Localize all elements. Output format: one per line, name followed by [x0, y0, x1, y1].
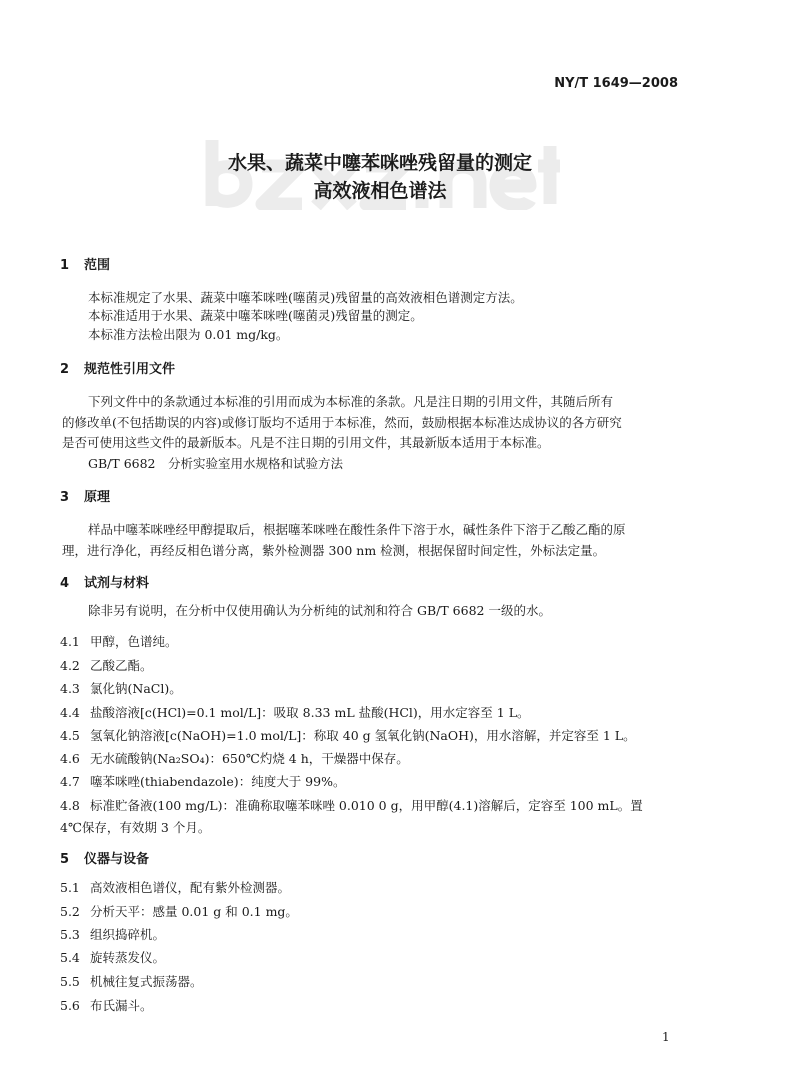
list-item: 4.1 甲醇，色谱纯。: [60, 634, 178, 649]
list-item: 4.5 氢氧化钠溶液[c(NaOH)=1.0 mol/L]：称取 40 g 氢氧化钠(NaOH)，用水溶解，并定容至 1 L。: [60, 728, 636, 743]
paragraph: 理，进行净化，再经反相色谱分离，紫外检测器 300 nm 检测，根据保留时间定性，外标法定量。: [62, 543, 606, 558]
page-number: 1: [662, 1030, 670, 1044]
section-heading: 3 原理: [60, 490, 111, 505]
list-item: 5.4 旋转蒸发仪。: [60, 950, 166, 965]
list-item-continuation: 4℃保存，有效期 3 个月。: [60, 820, 211, 835]
list-item: 5.3 组织捣碎机。: [60, 927, 166, 942]
section-heading: 2 规范性引用文件: [60, 362, 176, 377]
list-item: 5.1 高效液相色谱仪，配有紫外检测器。: [60, 880, 291, 895]
list-item: 5.2 分析天平：感量 0.01 g 和 0.1 mg。: [60, 904, 298, 919]
paragraph: 的修改单(不包括勘误的内容)或修订版均不适用于本标准，然而，鼓励根据本标准达成协议的各方研究: [62, 415, 622, 430]
list-item: 5.6 布氏漏斗。: [60, 998, 153, 1013]
paragraph: 本标准规定了水果、蔬菜中噻苯咪唑(噻菌灵)残留量的高效液相色谱测定方法。: [88, 290, 523, 305]
section-heading: 1 范围: [60, 258, 111, 273]
section-heading: 4 试剂与材料: [60, 576, 150, 591]
section-heading: 5 仪器与设备: [60, 852, 150, 867]
paragraph: 本标准方法检出限为 0.01 mg/kg。: [88, 327, 289, 342]
list-item: 4.6 无水硫酸钠(Na₂SO₄)：650℃灼烧 4 h，干燥器中保存。: [60, 751, 409, 766]
list-item: 4.8 标准贮备液(100 mg/L)：准确称取噻苯咪唑 0.010 0 g，用甲醇(4.1)溶解后，定容至 100 mL。置: [60, 798, 643, 813]
list-item: 5.5 机械往复式振荡器。: [60, 974, 203, 989]
paragraph: 下列文件中的条款通过本标准的引用而成为本标准的条款。凡是注日期的引用文件，其随后所有: [88, 394, 614, 409]
list-item: 4.7 噻苯咪唑(thiabendazole)：纯度大于 99%。: [60, 774, 346, 789]
standard-number: NY/T 1649—2008: [554, 76, 678, 91]
paragraph: 是否可使用这些文件的最新版本。凡是不注日期的引用文件，其最新版本适用于本标准。: [62, 435, 550, 450]
paragraph: 本标准适用于水果、蔬菜中噻苯咪唑(噻菌灵)残留量的测定。: [88, 308, 423, 323]
paragraph: 样品中噻苯咪唑经甲醇提取后，根据噻苯咪唑在酸性条件下溶于水，碱性条件下溶于乙酸乙酯的原: [88, 522, 626, 537]
list-item: 4.3 氯化钠(NaCl)。: [60, 681, 182, 696]
title-line-1: 水果、蔬菜中噻苯咪唑残留量的测定: [227, 152, 532, 174]
title-line-2: 高效液相色谱法: [313, 180, 447, 202]
list-item: 4.2 乙酸乙酯。: [60, 658, 153, 673]
reference: GB/T 6682 分析实验室用水规格和试验方法: [88, 456, 344, 471]
list-item: 4.4 盐酸溶液[c(HCl)=0.1 mol/L]：吸取 8.33 mL 盐酸(HCl)，用水定容至 1 L。: [60, 705, 530, 720]
paragraph: 除非另有说明，在分析中仅使用确认为分析纯的试剂和符合 GB/T 6682 一级的水。: [88, 603, 551, 618]
